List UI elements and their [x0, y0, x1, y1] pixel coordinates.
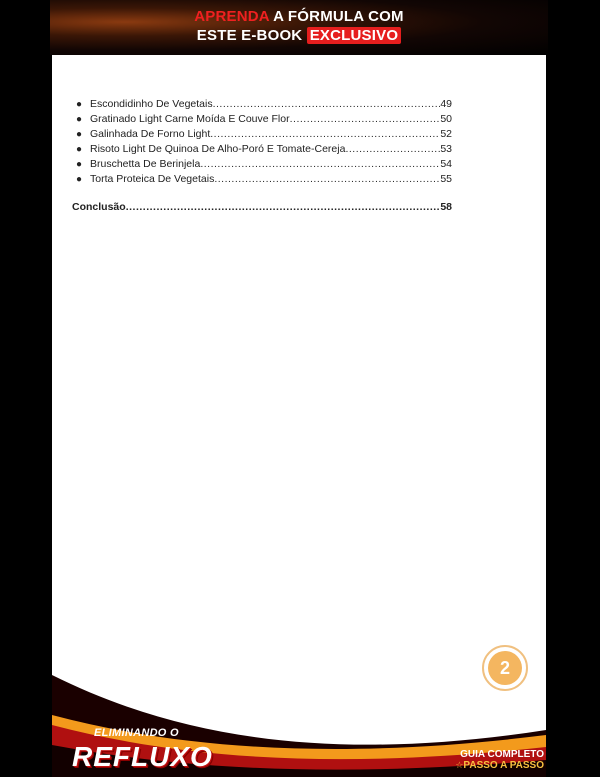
star-icon: ☆ — [455, 760, 464, 770]
toc-item[interactable] — [72, 127, 452, 142]
toc-dot-leader — [214, 172, 440, 187]
toc-dot-leader — [345, 142, 440, 157]
page-number: 2 — [488, 651, 522, 685]
guide-badge — [444, 749, 544, 771]
toc-item-title: Escondidinho De Vegetais — [90, 98, 213, 110]
toc-item-title: Gratinado Light Carne Moída E Couve Flor — [90, 113, 290, 125]
toc-item-page: 49 — [440, 98, 452, 110]
toc-item-page: 52 — [440, 128, 452, 140]
toc-conclusion-page: 58 — [440, 201, 452, 213]
toc-item[interactable] — [72, 157, 452, 172]
top-banner — [50, 0, 548, 55]
guide-line-1: GUIA COMPLETO — [460, 749, 544, 760]
bullet-icon: ● — [76, 99, 83, 110]
banner-line-2-text: ESTE E-BOOK — [196, 27, 307, 44]
bullet-icon: ● — [76, 159, 83, 170]
toc-item-title: Risoto Light De Quinoa De Alho-Poró E Tomate-Cereja — [90, 143, 346, 155]
toc-item[interactable] — [72, 97, 452, 112]
banner-highlight-aprenda: APRENDA — [194, 8, 270, 25]
toc-dot-leader — [200, 157, 440, 172]
toc-item-page: 54 — [440, 158, 452, 170]
banner-line-1 — [50, 8, 548, 25]
banner-line-1-text: A FÓRMULA COM — [269, 8, 404, 25]
toc-item[interactable] — [72, 142, 452, 157]
brand-logo — [72, 727, 212, 777]
toc-dot-leader — [213, 97, 441, 112]
guide-line-2-wrap — [444, 760, 544, 771]
toc-item[interactable] — [72, 112, 452, 127]
ebook-page — [52, 55, 546, 777]
toc-item-title: Torta Proteica De Vegetais — [90, 173, 215, 185]
guide-line-2: PASSO A PASSO — [463, 760, 544, 771]
table-of-contents — [72, 97, 452, 215]
toc-item-title: Galinhada De Forno Light — [90, 128, 211, 140]
toc-conclusion-title: Conclusão — [72, 201, 126, 213]
brand-top-text: ELIMINANDO O — [94, 727, 179, 739]
bullet-icon: ● — [76, 129, 83, 140]
toc-item-page: 53 — [440, 143, 452, 155]
toc-item-title: Bruschetta De Berinjela — [90, 158, 201, 170]
bullet-icon: ● — [76, 114, 83, 125]
toc-item-page: 55 — [440, 173, 452, 185]
toc-item[interactable] — [72, 172, 452, 187]
brand-main-text: REFLUXO — [72, 741, 213, 772]
toc-dot-leader — [126, 199, 441, 215]
toc-item-page: 50 — [440, 113, 452, 125]
toc-dot-leader — [210, 127, 440, 142]
banner-line-2 — [50, 27, 548, 44]
bullet-icon: ● — [76, 144, 83, 155]
toc-conclusion[interactable] — [72, 199, 452, 215]
toc-dot-leader — [290, 112, 441, 127]
banner-highlight-exclusivo: EXCLUSIVO — [307, 27, 401, 44]
bullet-icon: ● — [76, 174, 83, 185]
